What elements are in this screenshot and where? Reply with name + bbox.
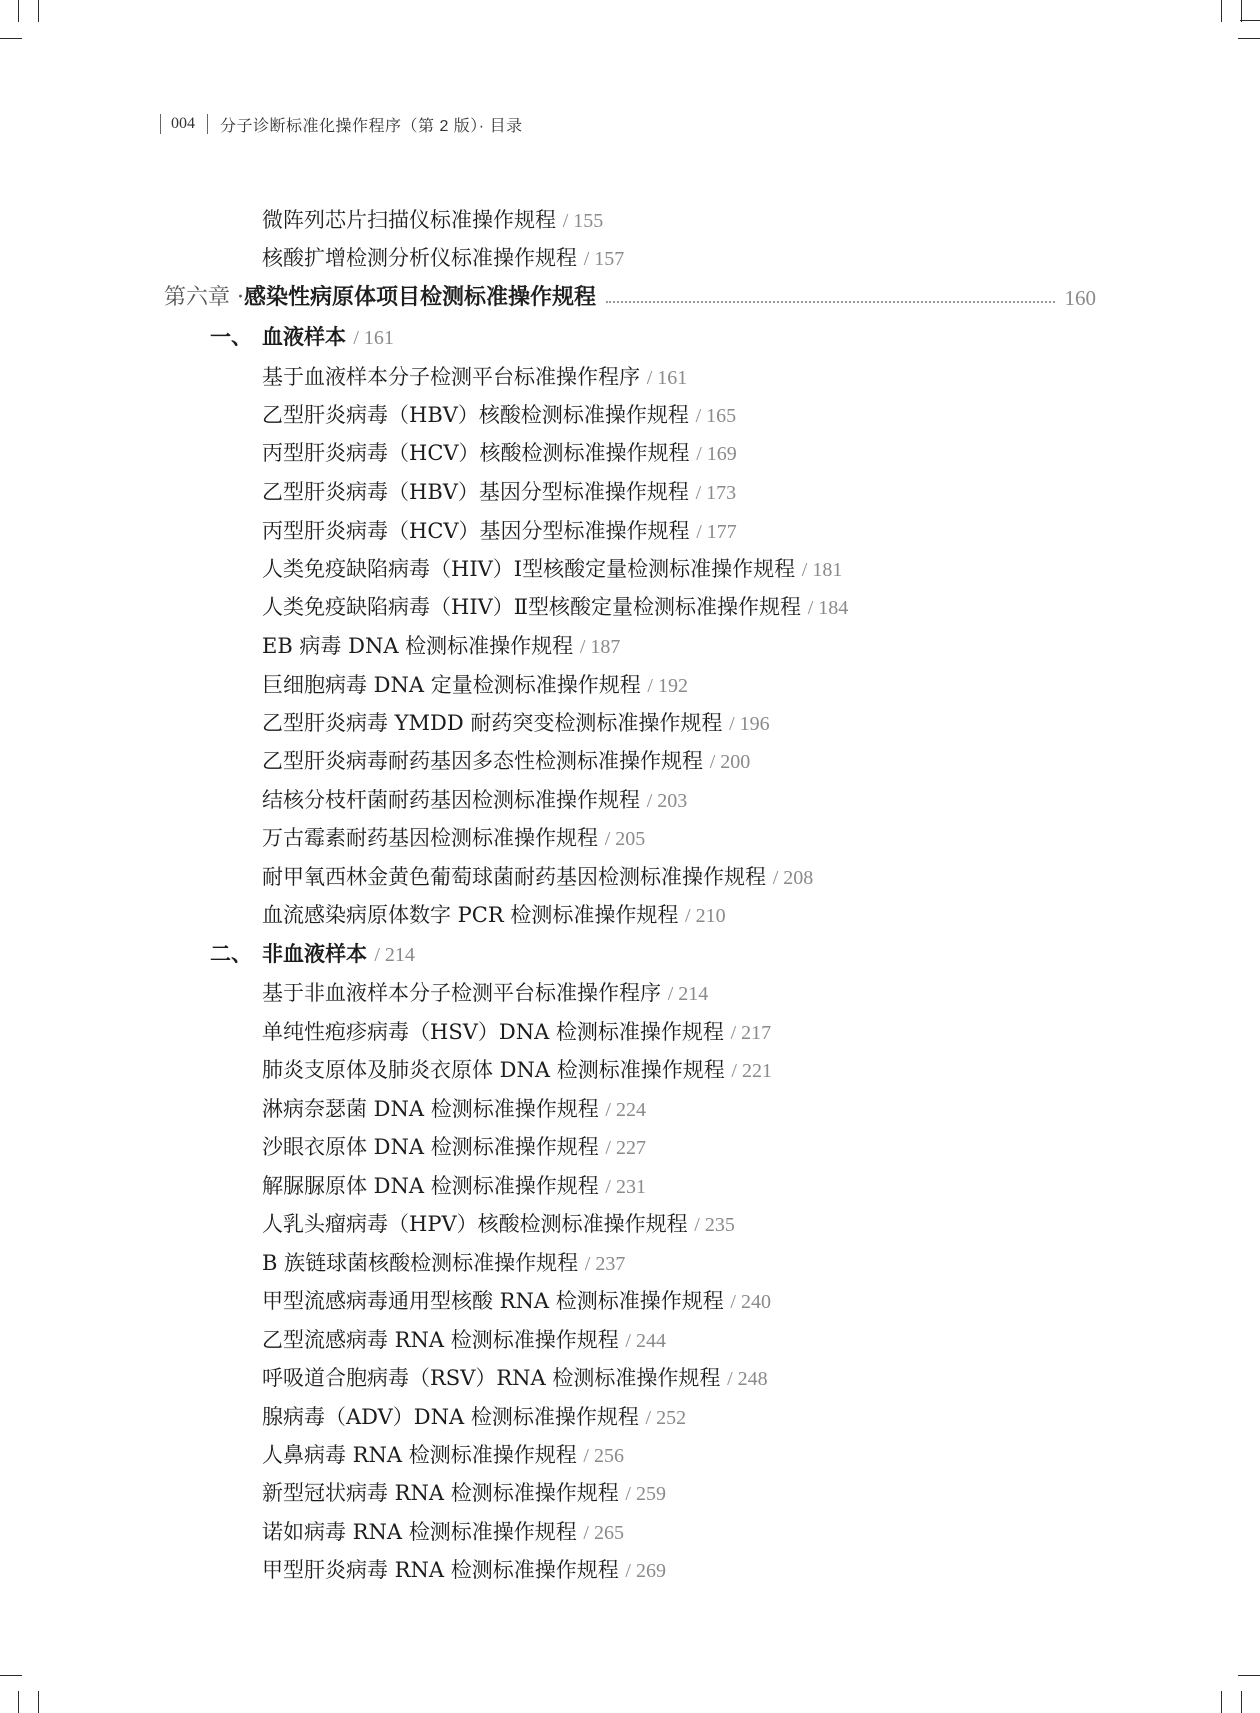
toc-entry[interactable]: [262, 1132, 646, 1163]
toc-entry-title: 基于非血液样本分子检测平台标准操作程序: [262, 981, 661, 1005]
toc-entry-title: 万古霉素耐药基因检测标准操作规程: [262, 826, 598, 850]
toc-entry[interactable]: [262, 1440, 624, 1471]
toc-entry-page: / 244: [625, 1330, 666, 1352]
toc-entry-title: 乙型肝炎病毒（HBV）基因分型标准操作规程: [262, 480, 689, 504]
section-number: 一、: [210, 324, 252, 349]
toc-entry-title: 人类免疫缺陷病毒（HIV）Ⅰ型核酸定量检测标准操作规程: [262, 557, 796, 581]
toc-entry-page: / 203: [646, 790, 688, 812]
toc-entry-title: EB 病毒 DNA 检测标准操作规程: [262, 634, 574, 658]
chapter-heading[interactable]: [164, 282, 1096, 314]
crop-mark: [38, 1691, 39, 1713]
toc-entry-page: / 181: [801, 559, 843, 581]
toc-entry-page: / 177: [696, 521, 737, 543]
toc-entry-page: / 259: [625, 1483, 666, 1505]
toc-entry[interactable]: [262, 516, 737, 547]
toc-entry[interactable]: [262, 1209, 735, 1240]
toc-entry-title: 诺如病毒 RNA 检测标准操作规程: [262, 1520, 577, 1544]
toc-entry[interactable]: [262, 1325, 666, 1356]
section-title: 非血液样本: [262, 941, 367, 966]
section-heading-blood[interactable]: [210, 322, 394, 353]
toc-entry-title: 丙型肝炎病毒（HCV）核酸检测标准操作规程: [262, 441, 690, 465]
toc-entry-title: 腺病毒（ADV）DNA 检测标准操作规程: [262, 1405, 639, 1429]
toc-entry-page: / 205: [604, 828, 646, 850]
toc-entry-page: / 192: [647, 675, 688, 697]
toc-entry-title: 微阵列芯片扫描仪标准操作规程: [262, 208, 556, 232]
toc-entry[interactable]: [262, 1555, 666, 1586]
toc-entry-page: / 256: [583, 1445, 624, 1467]
header-title: 分子诊断标准化操作程序（第 2 版）· 目录: [220, 117, 523, 135]
toc-entry[interactable]: [262, 862, 813, 893]
section-page: / 214: [374, 944, 415, 966]
toc-entry-title: 呼吸道合胞病毒（RSV）RNA 检测标准操作规程: [262, 1366, 721, 1390]
toc-entry[interactable]: [262, 785, 687, 816]
toc-entry[interactable]: [262, 823, 645, 854]
toc-entry-title: 耐甲氧西林金黄色葡萄球菌耐药基因检测标准操作规程: [262, 865, 766, 889]
toc-entry-page: / 224: [605, 1099, 646, 1121]
toc-entry-title: 人乳头瘤病毒（HPV）核酸检测标准操作规程: [262, 1212, 688, 1236]
chapter-number: 第六章 ·: [164, 285, 244, 310]
toc-entry-title: 甲型肝炎病毒 RNA 检测标准操作规程: [262, 1558, 619, 1582]
crop-mark: [1241, 1691, 1242, 1713]
toc-entry-page: / 173: [695, 482, 737, 504]
section-title: 血液样本: [262, 324, 346, 349]
header-divider: [160, 114, 161, 134]
toc-entry-title: 甲型流感病毒通用型核酸 RNA 检测标准操作规程: [262, 1289, 724, 1313]
toc-entry[interactable]: [262, 438, 737, 469]
toc-entry[interactable]: [262, 362, 687, 393]
toc-entry-page: / 214: [667, 983, 709, 1005]
toc-entry[interactable]: [262, 1017, 771, 1048]
header-divider: [207, 114, 208, 134]
toc-entry-page: / 227: [605, 1137, 646, 1159]
toc-entry[interactable]: [262, 243, 624, 274]
header-page-number: 004: [171, 115, 195, 132]
toc-entry-page: / 200: [709, 751, 751, 773]
chapter-page: 160: [1064, 286, 1096, 310]
toc-entry[interactable]: [262, 400, 736, 431]
toc-entry-title: 乙型流感病毒 RNA 检测标准操作规程: [262, 1328, 619, 1352]
toc-entry-page: / 196: [729, 713, 770, 735]
toc-entry[interactable]: [262, 978, 708, 1009]
toc-entry[interactable]: [262, 900, 726, 931]
toc-entry-page: / 157: [583, 248, 625, 270]
toc-entry-page: / 248: [727, 1368, 768, 1390]
toc-entry[interactable]: [262, 1094, 646, 1125]
toc-entry-page: / 208: [772, 867, 814, 889]
toc-entry-title: 沙眼衣原体 DNA 检测标准操作规程: [262, 1135, 599, 1159]
crop-mark: [1221, 0, 1222, 22]
toc-entry-page: / 155: [562, 210, 604, 232]
toc-entry-title: 核酸扩增检测分析仪标准操作规程: [262, 246, 577, 270]
toc-entry-title: 乙型肝炎病毒耐药基因多态性检测标准操作规程: [262, 749, 703, 773]
toc-entry[interactable]: [262, 592, 848, 623]
toc-entry-page: / 169: [696, 443, 737, 465]
toc-entry[interactable]: [262, 205, 603, 236]
toc-entry[interactable]: [262, 670, 688, 701]
toc-entry[interactable]: [262, 1402, 686, 1433]
section-page: / 161: [353, 327, 394, 349]
toc-entry[interactable]: [262, 1171, 646, 1202]
toc-entry[interactable]: [262, 477, 736, 508]
toc-entry-title: 巨细胞病毒 DNA 定量检测标准操作规程: [262, 673, 641, 697]
toc-entry-title: B 族链球菌核酸检测标准操作规程: [262, 1251, 579, 1275]
toc-entry-title: 基于血液样本分子检测平台标准操作程序: [262, 365, 640, 389]
toc-entry-page: / 237: [584, 1253, 626, 1275]
running-header: [160, 112, 523, 136]
crop-mark: [1240, 20, 1260, 21]
toc-entry-page: / 265: [583, 1522, 624, 1544]
toc-entry-page: / 187: [579, 636, 621, 658]
toc-entry-page: / 165: [695, 405, 737, 427]
section-number: 二、: [210, 941, 252, 966]
toc-entry[interactable]: [262, 1248, 625, 1279]
toc-entry[interactable]: [262, 708, 770, 739]
crop-mark: [0, 1675, 22, 1676]
toc-entry[interactable]: [262, 746, 750, 777]
crop-mark: [0, 38, 22, 39]
toc-entry-page: / 235: [694, 1214, 735, 1236]
toc-entry-title: 结核分枝杆菌耐药基因检测标准操作规程: [262, 788, 640, 812]
toc-entry-title: 人鼻病毒 RNA 检测标准操作规程: [262, 1443, 577, 1467]
toc-entry-page: / 184: [807, 597, 849, 619]
chapter-title: 感染性病原体项目检测标准操作规程: [244, 285, 597, 310]
toc-entry-page: / 217: [730, 1022, 772, 1044]
dot-leader: [606, 301, 1054, 303]
toc-entry-page: / 231: [605, 1176, 646, 1198]
crop-mark: [1238, 38, 1260, 39]
toc-entry[interactable]: [262, 1517, 624, 1548]
toc-entry-title: 血流感染病原体数字 PCR 检测标准操作规程: [262, 903, 679, 927]
crop-mark: [38, 0, 39, 22]
toc-entry[interactable]: [262, 554, 842, 585]
toc-entry[interactable]: [262, 1055, 772, 1086]
crop-mark: [1221, 1691, 1222, 1713]
toc-entry-page: / 161: [646, 367, 688, 389]
toc-entry-title: 肺炎支原体及肺炎衣原体 DNA 检测标准操作规程: [262, 1058, 725, 1082]
toc-entry-title: 新型冠状病毒 RNA 检测标准操作规程: [262, 1481, 619, 1505]
toc-entry[interactable]: [262, 1363, 768, 1394]
toc-entry-title: 淋病奈瑟菌 DNA 检测标准操作规程: [262, 1097, 599, 1121]
toc-entry-title: 乙型肝炎病毒 YMDD 耐药突变检测标准操作规程: [262, 711, 723, 735]
toc-entry-title: 解脲脲原体 DNA 检测标准操作规程: [262, 1174, 599, 1198]
toc-entry-page: / 240: [730, 1291, 771, 1313]
section-heading-non-blood[interactable]: [210, 939, 415, 970]
toc-entry[interactable]: [262, 631, 620, 662]
toc-entry-title: 丙型肝炎病毒（HCV）基因分型标准操作规程: [262, 519, 690, 543]
crop-mark: [18, 0, 19, 22]
toc-entry-page: / 221: [731, 1060, 772, 1082]
toc-entry-page: / 210: [685, 905, 726, 927]
toc-entry[interactable]: [262, 1478, 666, 1509]
toc-entry-title: 人类免疫缺陷病毒（HIV）Ⅱ型核酸定量检测标准操作规程: [262, 595, 802, 619]
crop-mark: [1241, 0, 1242, 22]
crop-mark: [18, 1691, 19, 1713]
toc-entry[interactable]: [262, 1286, 771, 1317]
toc-entry-page: / 269: [625, 1560, 666, 1582]
toc-entry-page: / 252: [645, 1407, 687, 1429]
toc-entry-title: 单纯性疱疹病毒（HSV）DNA 检测标准操作规程: [262, 1020, 724, 1044]
toc-entry-title: 乙型肝炎病毒（HBV）核酸检测标准操作规程: [262, 403, 689, 427]
crop-mark: [1238, 1675, 1260, 1676]
